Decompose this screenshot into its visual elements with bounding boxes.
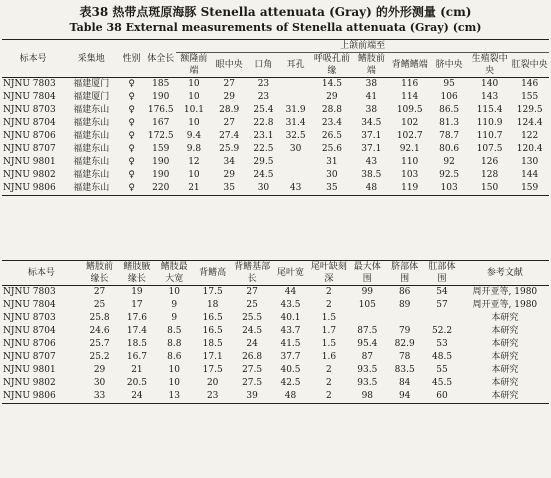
table-cell: 22.8 <box>253 118 274 128</box>
table-cell <box>280 91 311 104</box>
table-cell: 31.9 <box>285 105 306 115</box>
table-cell: 30 <box>326 170 338 180</box>
table-title-chinese: 表38 热带点斑原海豚 Stenella attenuata (Gray) 的外形测量 (cm) <box>79 5 472 19</box>
table-cell: 94 <box>398 391 411 401</box>
table-cell: 1.5 <box>321 313 337 323</box>
table-cell: 2 <box>326 300 332 310</box>
table-cell <box>349 312 386 325</box>
table-cell: 98 <box>361 391 374 401</box>
table-cell <box>280 78 311 92</box>
table-cell: 16.7 <box>126 352 147 362</box>
table-cell: 42.5 <box>280 378 301 388</box>
table-row <box>2 182 549 196</box>
table-cell: 17.5 <box>202 365 223 375</box>
table-cell: 25.9 <box>219 144 240 154</box>
table-cell: 27 <box>93 287 106 297</box>
table-cell: 38.5 <box>361 170 382 180</box>
table-cell: 2 <box>326 365 332 375</box>
table-row <box>2 156 549 169</box>
table-cell: 102 <box>401 118 419 128</box>
table-cell: 78 <box>398 352 411 362</box>
table-cell: 29.5 <box>253 157 274 167</box>
table-cell: 128 <box>481 170 499 180</box>
table-cell: 190 <box>152 170 170 180</box>
table-cell: 福建厦门 <box>73 79 110 89</box>
table-cell: 10.1 <box>183 105 204 115</box>
table-cell: 28.8 <box>321 105 342 115</box>
table-cell: 55 <box>436 365 448 375</box>
table-cell: 43 <box>365 157 378 167</box>
table-cell: 23 <box>257 79 270 89</box>
table-cell: 13 <box>168 391 180 401</box>
table-cell: ♀ <box>128 170 135 180</box>
specimen-id-cell: NJNU 9801 <box>3 365 56 375</box>
table-cell: 27 <box>223 118 235 128</box>
table-cell: 48 <box>284 391 297 401</box>
table-cell: 29 <box>223 92 235 102</box>
table-cell: 10 <box>188 92 200 102</box>
table-row <box>2 117 549 130</box>
header-anus-girth: 肛部体围 <box>428 262 456 284</box>
table-cell: 79 <box>398 326 411 336</box>
table-row <box>2 78 549 92</box>
table-cell: 78.7 <box>439 131 460 141</box>
table-cell: 18.5 <box>202 339 223 349</box>
table-cell: 220 <box>152 183 170 193</box>
table-cell: 25.5 <box>242 313 263 323</box>
table-cell: 146 <box>521 79 539 89</box>
table-cell: 31 <box>326 157 338 167</box>
table-cell: 93.5 <box>357 365 378 375</box>
measurement-table-1 <box>2 39 549 196</box>
table-cell: 29 <box>223 170 235 180</box>
table-cell: ♀ <box>128 92 135 102</box>
header-pectoral-front-len: 鳍肢前缘长 <box>86 262 114 284</box>
header-eye-center: 眼中央 <box>215 60 243 70</box>
table-cell: 8.6 <box>167 352 182 362</box>
table-cell: ♀ <box>128 105 135 115</box>
table-cell: 21 <box>131 365 143 375</box>
table-cell: 114 <box>401 92 419 102</box>
table-cell: 129.5 <box>516 105 543 115</box>
table-cell: 27.4 <box>219 131 240 141</box>
table-cell: 16.5 <box>202 313 223 323</box>
table-cell: 23.1 <box>253 131 274 141</box>
table-cell: 35 <box>223 183 235 193</box>
table-cell: 34.5 <box>361 118 382 128</box>
table-cell: 86.5 <box>439 105 460 115</box>
table-cell: 17.6 <box>126 313 147 323</box>
table-row <box>2 338 549 351</box>
table-row <box>2 325 549 338</box>
table-cell: 24 <box>131 391 143 401</box>
table-cell: ♀ <box>128 118 135 128</box>
table-cell: 93.5 <box>357 378 378 388</box>
header-body-length: 体全长 <box>145 40 176 78</box>
table-cell: 25.8 <box>89 313 110 323</box>
table-cell: 10 <box>168 378 180 388</box>
header-dorsal-base-len: 背鳍基部长 <box>234 262 271 284</box>
table-cell: 1.6 <box>321 352 337 362</box>
specimen-id-cell: NJNU 7803 <box>3 79 56 89</box>
table-cell: 12 <box>188 157 200 167</box>
table-cell: 23.4 <box>321 118 342 128</box>
table-row <box>2 130 549 143</box>
table-cell: 54 <box>436 287 448 297</box>
table-cell: 1.7 <box>321 326 337 336</box>
table-cell: 福建东山 <box>73 170 110 180</box>
table-cell: 2 <box>326 378 332 388</box>
specimen-id-cell: NJNU 8707 <box>3 352 56 362</box>
header-group-upper-jaw: 上颌前端至 <box>176 40 549 53</box>
table-cell: 16.5 <box>202 326 223 336</box>
table-cell: 27.5 <box>242 378 263 388</box>
table-cell: 81.3 <box>439 118 460 128</box>
table-cell: 8.8 <box>167 339 182 349</box>
table-cell: 43.5 <box>280 300 301 310</box>
table-cell: 23 <box>206 391 219 401</box>
table-cell: 53 <box>436 339 448 349</box>
table-cell: 116 <box>401 79 419 89</box>
table-cell: 20 <box>206 378 219 388</box>
table-cell: 本研究 <box>491 339 519 349</box>
table-cell <box>280 169 311 182</box>
header-pectoral-front: 鳍肢前端 <box>357 54 385 76</box>
table-cell: 110.9 <box>476 118 503 128</box>
header-locality: 采集地 <box>64 40 118 78</box>
table-cell: 92.5 <box>439 170 460 180</box>
table-cell: 福建厦门 <box>73 92 110 102</box>
table-cell: 10 <box>188 79 200 89</box>
table-cell: 本研究 <box>491 365 519 375</box>
header-navel: 脐中央 <box>435 60 463 70</box>
header-sex: 性别 <box>118 40 145 78</box>
header-fluke-width: 尾叶宽 <box>277 268 305 278</box>
table-cell: 17.4 <box>126 326 147 336</box>
table-row <box>2 364 549 377</box>
header-fluke-notch: 尾叶缺刻深 <box>310 262 347 284</box>
table-cell: 60 <box>436 391 448 401</box>
table-cell: 福建东山 <box>73 131 110 141</box>
header-eye-front: 额隆前端 <box>180 54 208 76</box>
table-cell: 9 <box>171 300 178 310</box>
header-specimen-2: 标本号 <box>27 268 55 278</box>
table-title-english: Table 38 External measurements of Stenella attenuata (Gray) (cm) <box>69 21 482 34</box>
table-cell: 2 <box>326 391 332 401</box>
table-cell: 99 <box>361 287 374 297</box>
header-specimen: 标本号 <box>2 40 64 78</box>
header-pectoral-base-len: 鳍肢腋缘长 <box>123 262 151 284</box>
specimen-id-cell: NJNU 9802 <box>3 378 56 388</box>
table-cell: 14.5 <box>321 79 342 89</box>
table-cell: 18 <box>206 300 219 310</box>
specimen-id-cell: NJNU 9806 <box>3 183 56 193</box>
table-row <box>2 143 549 156</box>
table-cell: 18.5 <box>126 339 147 349</box>
table-cell: 40.1 <box>280 313 301 323</box>
table-cell: 84 <box>398 378 411 388</box>
table-cell: 122 <box>521 131 539 141</box>
table-cell: ♀ <box>128 157 135 167</box>
table-cell: 86 <box>398 287 411 297</box>
table-cell: 126 <box>481 157 499 167</box>
table-cell: 周开亚等, 1980 <box>472 300 538 310</box>
table-cell: 107.5 <box>476 144 503 154</box>
table-cell: 43.7 <box>280 326 301 336</box>
table-cell: 33 <box>93 391 106 401</box>
specimen-id-cell: NJNU 8703 <box>3 105 56 115</box>
table-cell: ♀ <box>128 144 135 154</box>
table-cell: 37.7 <box>280 352 301 362</box>
table-cell: 23 <box>257 92 270 102</box>
table-cell: 87 <box>361 352 374 362</box>
table-cell: 48 <box>365 183 378 193</box>
table-cell: 103 <box>401 170 419 180</box>
table-cell: 福建东山 <box>73 105 110 115</box>
table-cell: 9 <box>171 313 178 323</box>
table-cell: 167 <box>152 118 170 128</box>
table-cell: 190 <box>152 157 170 167</box>
table-cell: ♀ <box>128 183 135 193</box>
specimen-id-cell: NJNU 8703 <box>3 313 56 323</box>
table-cell: 25.7 <box>89 339 110 349</box>
table-cell: 24.6 <box>89 326 110 336</box>
table-cell: 130 <box>521 157 539 167</box>
header-blowhole: 呼吸孔前缘 <box>313 54 350 76</box>
table-row <box>2 91 549 104</box>
table-row <box>2 351 549 364</box>
table-cell: 159 <box>152 144 170 154</box>
table-cell: 110.7 <box>476 131 503 141</box>
table-cell: 115.4 <box>476 105 503 115</box>
table-cell: 31.4 <box>285 118 306 128</box>
table-cell: 21 <box>188 183 200 193</box>
table-cell: 1.5 <box>321 339 337 349</box>
table-cell: 25.2 <box>89 352 110 362</box>
table-cell: 2 <box>326 287 332 297</box>
table-cell: 190 <box>152 92 170 102</box>
table-cell: 福建东山 <box>73 157 110 167</box>
table-cell: 26.5 <box>321 131 342 141</box>
table-cell: 10 <box>168 287 180 297</box>
table-cell: 103 <box>440 183 458 193</box>
table-cell: 34 <box>223 157 235 167</box>
table-cell: 本研究 <box>491 378 519 388</box>
header-anus: 肛裂中央 <box>511 60 548 70</box>
specimen-id-cell: NJNU 7804 <box>3 300 56 310</box>
table-cell: 40.5 <box>280 365 301 375</box>
table-cell: 87.5 <box>357 326 378 336</box>
table-cell: 41 <box>365 92 378 102</box>
table-cell <box>423 312 460 325</box>
table-cell: 17 <box>131 300 143 310</box>
table-cell: 25 <box>246 300 258 310</box>
table-cell: 143 <box>481 92 499 102</box>
table-cell: 41.5 <box>280 339 301 349</box>
table-cell: 159 <box>521 183 539 193</box>
table-cell: 109.5 <box>396 105 423 115</box>
table-cell: 35 <box>326 183 338 193</box>
table-cell: 29 <box>326 92 338 102</box>
table-cell: 57 <box>436 300 448 310</box>
table-cell <box>280 156 311 169</box>
table-cell: 28.9 <box>219 105 240 115</box>
table-cell: 38 <box>365 105 378 115</box>
specimen-id-cell: NJNU 8706 <box>3 131 56 141</box>
table-cell: 20.5 <box>126 378 147 388</box>
table-cell: 22.5 <box>253 144 274 154</box>
specimen-id-cell: NJNU 7803 <box>3 287 56 297</box>
table-row <box>2 169 549 182</box>
table-cell: 150 <box>481 183 499 193</box>
table-cell: 83.5 <box>394 365 415 375</box>
table-cell: 140 <box>481 79 499 89</box>
table-cell: 27 <box>223 79 235 89</box>
table-cell: 24.5 <box>253 170 274 180</box>
table-cell: 80.6 <box>439 144 460 154</box>
table-cell: 10 <box>168 365 180 375</box>
table-cell: 福建东山 <box>73 183 110 193</box>
table-cell: 本研究 <box>491 326 519 336</box>
table-cell: 25 <box>93 300 106 310</box>
table-cell: 45.5 <box>432 378 453 388</box>
table-cell: 37.1 <box>361 131 382 141</box>
table-cell: 25.4 <box>253 105 274 115</box>
table-cell: 92.1 <box>399 144 420 154</box>
table-cell: 30 <box>93 378 106 388</box>
table-cell: 95.4 <box>357 339 378 349</box>
specimen-id-cell: NJNU 8706 <box>3 339 56 349</box>
table-cell: 10 <box>188 170 200 180</box>
table-cell: 124.4 <box>516 118 543 128</box>
table-row <box>2 312 549 325</box>
table-cell: 43 <box>289 183 302 193</box>
table-cell: 8.5 <box>167 326 182 336</box>
table-cell: 89 <box>398 300 411 310</box>
table-cell: 119 <box>401 183 419 193</box>
table-cell: 17.1 <box>202 352 223 362</box>
table-cell: 48.5 <box>432 352 453 362</box>
specimen-id-cell: NJNU 8704 <box>3 118 56 128</box>
table-cell: 29 <box>93 365 106 375</box>
table-row <box>2 377 549 390</box>
specimen-id-cell: NJNU 9801 <box>3 157 56 167</box>
table-cell: 120.4 <box>516 144 543 154</box>
table-cell: 本研究 <box>491 352 519 362</box>
header-pectoral-max-width: 鳍肢最大宽 <box>160 262 188 284</box>
table-cell: 172.5 <box>147 131 174 141</box>
table-cell: 38 <box>365 79 378 89</box>
specimen-id-cell: NJNU 9802 <box>3 170 56 180</box>
specimen-id-cell: NJNU 9806 <box>3 391 56 401</box>
table-cell: 44 <box>284 287 297 297</box>
table-cell: 155 <box>521 92 539 102</box>
table-cell: 9.4 <box>186 131 202 141</box>
header-max-girth: 最大体围 <box>353 262 381 284</box>
table-cell: 92 <box>443 157 455 167</box>
header-mouth-corner: 口角 <box>254 60 273 70</box>
table-cell: 95 <box>443 79 455 89</box>
table-cell: 37.1 <box>361 144 382 154</box>
table-cell: 30 <box>257 183 270 193</box>
table-cell: 周开亚等, 1980 <box>472 287 538 297</box>
specimen-id-cell: NJNU 7804 <box>3 92 56 102</box>
table-cell: 26.8 <box>242 352 263 362</box>
table-row <box>2 390 549 404</box>
table-row <box>2 299 549 312</box>
table-cell: 185 <box>152 79 170 89</box>
table-cell: 39 <box>246 391 258 401</box>
header-dorsal-height: 背鳍高 <box>199 268 227 278</box>
table-cell: 105 <box>358 300 376 310</box>
table-cell: 32.5 <box>285 131 306 141</box>
table-cell: 52.2 <box>432 326 453 336</box>
table-cell: 9.8 <box>186 144 202 154</box>
table-cell: 102.7 <box>396 131 423 141</box>
table-cell: 30 <box>289 144 302 154</box>
table-cell: 17.5 <box>202 287 223 297</box>
table-cell: 24 <box>246 339 258 349</box>
table-cell: 福建东山 <box>73 144 110 154</box>
header-navel-girth: 脐部体围 <box>391 262 419 284</box>
table-cell: 福建东山 <box>73 118 110 128</box>
table-cell: ♀ <box>128 131 135 141</box>
table-row <box>2 286 549 300</box>
table-cell: ♀ <box>128 79 135 89</box>
header-dorsal-tip: 背鳍鳍端 <box>391 60 428 70</box>
table-cell <box>386 312 423 325</box>
table-cell: 10 <box>188 118 200 128</box>
table-cell: 106 <box>440 92 458 102</box>
table-cell: 27 <box>246 287 258 297</box>
measurement-table-2 <box>2 260 549 404</box>
table-cell: 110 <box>401 157 419 167</box>
table-cell: 144 <box>521 170 539 180</box>
table-cell: 27.5 <box>242 365 263 375</box>
specimen-id-cell: NJNU 8704 <box>3 326 56 336</box>
table-cell: 本研究 <box>491 391 519 401</box>
table-row <box>2 104 549 117</box>
header-genital: 生殖裂中央 <box>471 54 508 76</box>
table-cell: 19 <box>131 287 143 297</box>
table-cell: 82.9 <box>394 339 415 349</box>
header-ear: 耳孔 <box>286 60 305 70</box>
header-reference: 参考文献 <box>486 268 523 278</box>
table-cell: 24.5 <box>242 326 263 336</box>
table-cell: 176.5 <box>147 105 174 115</box>
specimen-id-cell: NJNU 8707 <box>3 144 56 154</box>
table-cell: 本研究 <box>491 313 519 323</box>
table-cell: 25.6 <box>321 144 342 154</box>
